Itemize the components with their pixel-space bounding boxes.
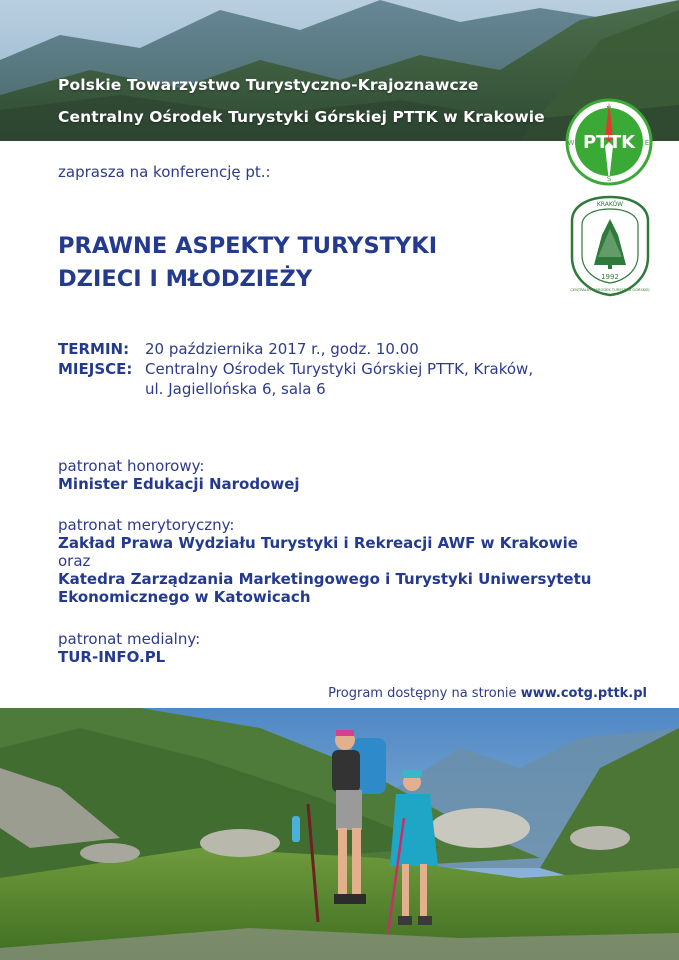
substantive-and: oraz <box>58 552 91 570</box>
honorary-name: Minister Edukacji Narodowej <box>58 475 300 493</box>
termin-label: TERMIN: <box>58 340 130 358</box>
org-name-cotg: Centralny Ośrodek Turystyki Górskiej PTTK w Krakowie <box>58 108 545 126</box>
miejsce-value-2: ul. Jagiellońska 6, sala 6 <box>145 380 326 398</box>
compass-n: N <box>606 105 612 113</box>
cotg-logo-city: KRAKÓW <box>596 201 624 208</box>
compass-e: E <box>644 139 650 147</box>
compass-w: W <box>567 139 575 147</box>
org-name-pttk: Polskie Towarzystwo Turystyczno-Krajoznawcze <box>58 76 479 94</box>
program-url-link[interactable]: www.cotg.pttk.pl <box>520 686 647 701</box>
media-name: TUR-INFO.PL <box>58 648 166 666</box>
substantive-patronage <box>58 516 591 606</box>
cotg-logo <box>568 195 652 297</box>
honorary-patronage <box>58 457 300 493</box>
cotg-logo-year: 1992 <box>601 273 619 281</box>
cotg-logo-ring-text: CENTRALNY OŚRODEK TURYSTYKI GÓRSKIEJ <box>570 288 650 292</box>
miejsce-label: MIEJSCE: <box>58 360 133 378</box>
substantive-name-2b: Ekonomicznego w Katowicach <box>58 588 311 606</box>
media-patronage <box>58 630 200 666</box>
substantive-name-1: Zakład Prawa Wydziału Turystyki i Rekreacji AWF w Krakowie <box>58 534 578 552</box>
hikers-mountain-image <box>0 708 679 960</box>
pttk-logo <box>565 98 653 186</box>
title-line-1: PRAWNE ASPEKTY TURYSTYKI <box>58 233 438 259</box>
hiking-photo <box>0 708 679 960</box>
honorary-caption: patronat honorowy: <box>58 457 205 475</box>
invite-text: zaprasza na konferencję pt.: <box>58 163 271 181</box>
title-line-2: DZIECI I MŁODZIEŻY <box>58 266 313 292</box>
program-note <box>328 686 647 701</box>
miejsce-value-1: Centralny Ośrodek Turystyki Górskiej PTTK, Kraków, <box>145 360 534 378</box>
termin-value: 20 października 2017 r., godz. 10.00 <box>145 340 419 358</box>
substantive-name-2a: Katedra Zarządzania Marketingowego i Turystyki Uniwersytetu <box>58 570 592 588</box>
substantive-caption: patronat merytoryczny: <box>58 516 235 534</box>
pttk-logo-text: PTTK <box>582 132 636 153</box>
program-text: Program dostępny na stronie <box>328 686 517 701</box>
media-caption: patronat medialny: <box>58 630 201 648</box>
compass-s: S <box>606 175 612 183</box>
conference-title <box>58 230 437 296</box>
